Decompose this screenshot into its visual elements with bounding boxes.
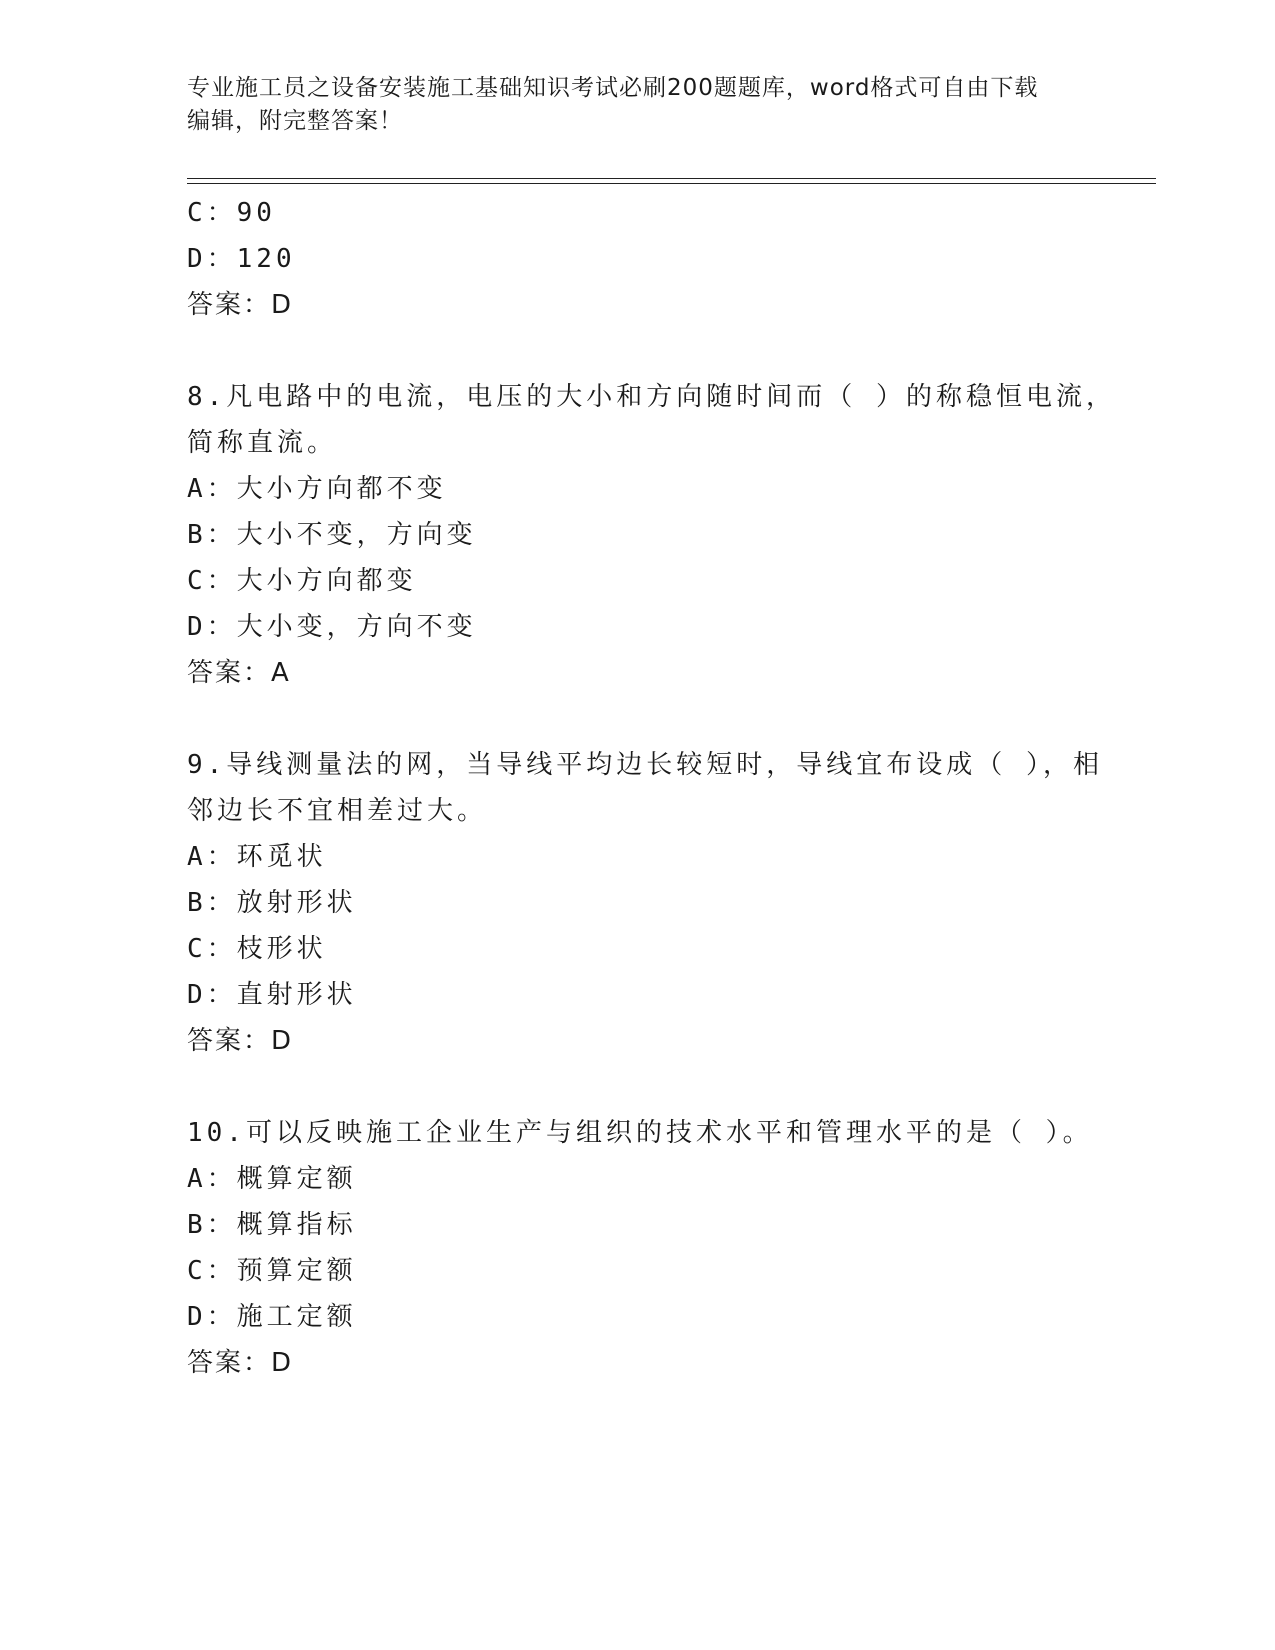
option-a: A：概算定额 xyxy=(187,1164,357,1194)
answer: 答案：D xyxy=(187,1348,294,1378)
option-c: C：大小方向都变 xyxy=(187,566,417,596)
question-stem: 10.可以反映施工企业生产与组织的技术水平和管理水平的是（ ）。 xyxy=(187,1118,1093,1148)
option-b: B：放射形状 xyxy=(187,888,357,918)
question-9 xyxy=(187,742,1103,1064)
option-a: A：大小方向都不变 xyxy=(187,474,447,504)
page-header xyxy=(187,72,1087,138)
option-b: B：概算指标 xyxy=(187,1210,357,1240)
question-stem-continued: 邻边长不宜相差过大。 xyxy=(187,796,488,826)
header-divider-bottom xyxy=(187,183,1156,184)
question-stem: 9.导线测量法的网，当导线平均边长较短时，导线宜布设成（ ），相 xyxy=(187,750,1103,780)
option-d: D：直射形状 xyxy=(187,980,357,1010)
header-line-2: 编辑，附完整答案！ xyxy=(187,108,403,134)
answer: 答案：D xyxy=(187,1026,294,1056)
option-d: D：施工定额 xyxy=(187,1302,357,1332)
question-stem-continued: 简称直流。 xyxy=(187,428,338,458)
option-b: B：大小不变，方向变 xyxy=(187,520,477,550)
question-fragment xyxy=(187,190,1087,328)
option-c: C：90 xyxy=(187,198,276,228)
option-a: A：环觅状 xyxy=(187,842,327,872)
answer: 答案：A xyxy=(187,658,291,688)
option-c: C：预算定额 xyxy=(187,1256,357,1286)
option-d: D：120 xyxy=(187,244,296,274)
document-body xyxy=(187,190,1116,1386)
question-stem: 8.凡电路中的电流，电压的大小和方向随时间而（ ）的称稳恒电流， xyxy=(187,382,1116,412)
question-10 xyxy=(187,1110,1093,1386)
option-c: C：枝形状 xyxy=(187,934,327,964)
header-line-1: 专业施工员之设备安装施工基础知识考试必刷200题题库，word格式可自由下载 xyxy=(187,75,1039,101)
question-8 xyxy=(187,374,1116,696)
option-d: D：大小变，方向不变 xyxy=(187,612,477,642)
header-divider-top xyxy=(187,178,1156,179)
answer: 答案：D xyxy=(187,290,294,320)
